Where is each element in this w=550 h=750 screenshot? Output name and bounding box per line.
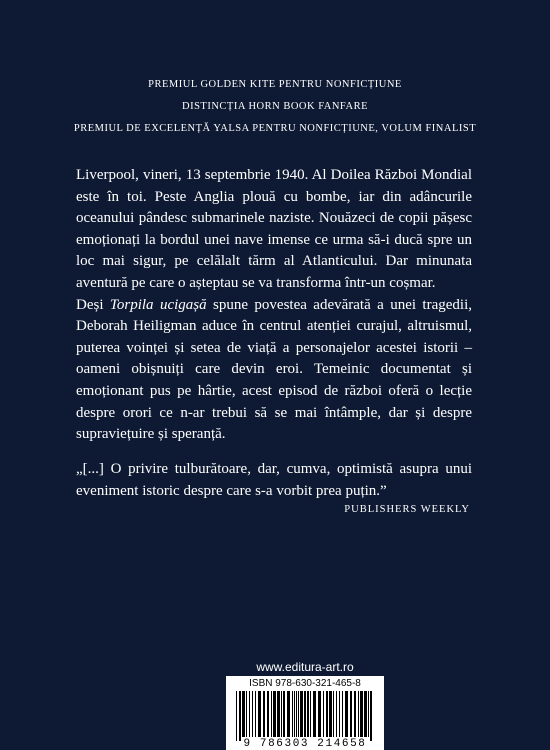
barcode-bar [307, 691, 309, 737]
award-item: PREMIUL GOLDEN KITE PENTRU NONFICȚIUNE [148, 79, 402, 90]
barcode-bar [236, 691, 237, 741]
barcode-bar [287, 691, 290, 737]
barcode-bar [342, 691, 343, 737]
award-item: DISTINCȚIA HORN BOOK FANFARE [182, 101, 368, 112]
barcode-bar [370, 691, 372, 741]
blurb-text: spune povestea adevărată a unei tragedii, Deborah Heiligman aduce în centrul atenției curajul, altruismul, puterea voinței și setea de viață a personajelor acestei istorii – oameni obișnuiți care devin eroi. Temeinic documentat și emoționant pus pe hârtie, acest episod de război oferă o lecție despre orori ce n-ar trebui să se mai întâmple, dar și despre supraviețuire și speranță. [76, 296, 472, 443]
award-item: PREMIUL DE EXCELENȚĂ YALSA PENTRU NONFICȚIUNE, VOLUM FINALIST [73, 123, 477, 134]
publisher-website: www.editura-art.ro [256, 660, 354, 674]
awards-list [0, 74, 550, 140]
barcode-bar [368, 691, 369, 737]
barcode-bar [360, 691, 363, 737]
barcode-bar [339, 691, 340, 737]
barcode-bar [358, 691, 359, 737]
barcode-bar [329, 691, 332, 737]
barcode-bar [318, 691, 321, 737]
barcode-bar [364, 691, 367, 737]
barcode-bar [258, 691, 261, 737]
barcode-bar [300, 691, 303, 737]
barcode-bar [249, 691, 250, 737]
barcode-bar [354, 691, 356, 737]
barcode-bar [283, 691, 285, 737]
blurb-paragraph-1: Liverpool, vineri, 13 septembrie 1940. Al Doilea Război Mondial este în toi. Peste Anglia plouă cu bombe, iar din adâncurile oceanului pândesc submarinele naziste. Nouăzeci de copii pășesc emoționați la bordul unei nave imense ce urma să-i ducă spre un loc mai sigur, pe celălalt tărm al Atlanticului. Dar minunata aventură pe care o așteptau se va transforma într-un coșmar. [76, 167, 472, 291]
barcode-digits: 9 786303 214658 [243, 738, 367, 750]
book-title-italic: Torpila ucigașă [109, 296, 207, 313]
book-blurb [76, 165, 472, 446]
isbn-label: ISBN 978-630-321-465-8 [249, 678, 361, 689]
barcode-bar [323, 691, 324, 737]
barcode-bar [294, 691, 295, 737]
barcode-bar [304, 691, 306, 737]
review-quote: „[...] O privire tulburătoare, dar, cumva, optimistă asupra unui eveniment istoric despre care s-a vorbit prea puțin.” [76, 461, 472, 499]
blurb-paragraph-2 [76, 295, 472, 446]
barcode-box [226, 676, 384, 750]
barcode-bar [271, 691, 272, 737]
barcode-bar [298, 691, 299, 737]
barcode-bar [326, 691, 328, 737]
barcode-bar [263, 691, 265, 737]
barcode-bar [296, 691, 297, 737]
barcode-bar [242, 691, 245, 737]
barcode-bar [345, 691, 348, 737]
barcode-bar [277, 691, 280, 737]
barcode-bar [350, 691, 352, 737]
barcode-bar [310, 691, 311, 737]
barcode-bar [313, 691, 316, 737]
barcode-bar [246, 691, 247, 737]
blurb-text: Deși [76, 296, 110, 313]
barcode-bar [239, 691, 241, 741]
barcode-bar [252, 691, 253, 737]
barcode-bar [255, 691, 256, 737]
barcode-bar [273, 691, 276, 737]
quote-source: PUBLISHERS WEEKLY [344, 504, 470, 515]
barcode-bar [336, 691, 337, 737]
barcode-bar [281, 691, 282, 737]
barcode-icon [236, 691, 376, 741]
barcode-bar [333, 691, 334, 737]
barcode-bar [292, 691, 293, 737]
barcode-bar [267, 691, 269, 737]
